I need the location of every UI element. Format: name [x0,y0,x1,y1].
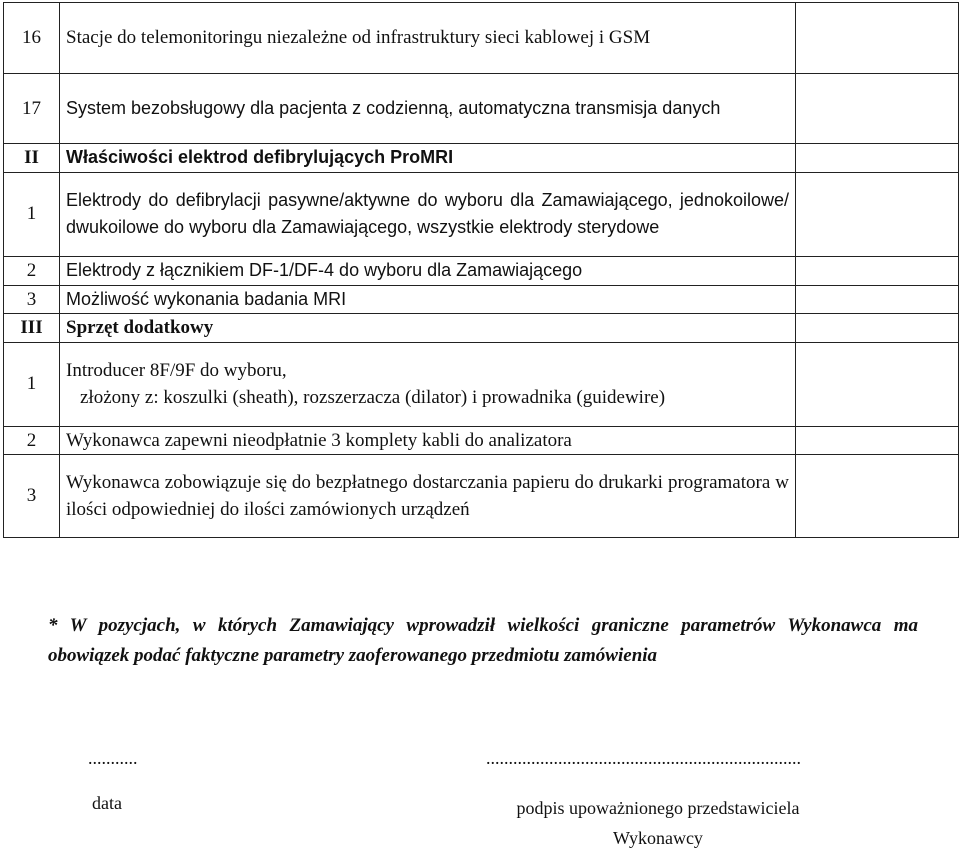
response-cell [796,314,959,343]
signature-label: podpis upoważnionego przedstawiciela Wykonawcy [516,798,800,848]
row-description: Możliwość wykonania badania MRI [60,285,796,314]
row-number: 3 [4,285,60,314]
date-dots: ........... [88,748,138,768]
response-cell [796,342,959,426]
table-row [4,426,959,455]
table-row [4,3,959,74]
table-row [4,455,959,538]
row-description: Wykonawca zapewni nieodpłatnie 3 komplety kabli do analizatora [60,426,796,455]
section-title: Właściwości elektrod defibrylujących ProMRI [60,144,796,173]
section-row [4,314,959,343]
table-row [4,285,959,314]
response-cell [796,3,959,74]
row-number: 1 [4,172,60,256]
footnote: * W pozycjach, w których Zamawiający wprowadził wielkości graniczne parametrów Wykonawca ma obowiązek podać faktyczne parametry zaoferowanego przedmiotu zamówienia [48,615,918,666]
response-cell [796,285,959,314]
row-number: 1 [4,342,60,426]
response-cell [796,172,959,256]
row-number: 16 [4,3,60,74]
response-cell [796,74,959,144]
row-description: Stacje do telemonitoringu niezależne od infrastruktury sieci kablowej i GSM [60,3,796,74]
row-description [60,342,796,426]
response-cell [796,426,959,455]
row-description: Elektrody z łącznikiem DF-1/DF-4 do wyboru dla Zamawiającego [60,256,796,285]
section-title: Sprzęt dodatkowy [60,314,796,343]
date-label: data [92,793,122,813]
row-number: 3 [4,455,60,538]
row-description-line: złożony z: koszulki (sheath), rozszerzacza (dilator) i prowadnika (guidewire) [80,387,666,408]
section-row [4,144,959,173]
row-number: 2 [4,426,60,455]
section-number: II [4,144,60,173]
row-description: System bezobsługowy dla pacjenta z codzienną, automatyczna transmisja danych [60,74,796,144]
row-description-line: Introducer 8F/9F do wyboru, [66,359,287,381]
row-number: 17 [4,74,60,144]
table-row [4,74,959,144]
table-row [4,256,959,285]
section-number: III [4,314,60,343]
response-cell [796,455,959,538]
row-description: Wykonawca zobowiązuje się do bezpłatnego dostarczania papieru do drukarki programatora w ilości odpowiedniej do ilości zamówionych urządzeń [60,455,796,538]
row-number: 2 [4,256,60,285]
response-cell [796,144,959,173]
table-row [4,172,959,256]
response-cell [796,256,959,285]
specification-table [3,2,959,538]
row-description: Elektrody do defibrylacji pasywne/aktywne do wyboru dla Zamawiającego, jednokoilowe/ dwukoilowe do wyboru dla Zamawiającego, wszystkie elektrody sterydowe [60,172,796,256]
table-row [4,342,959,426]
signature-dots: ...................................................................... [486,748,801,768]
